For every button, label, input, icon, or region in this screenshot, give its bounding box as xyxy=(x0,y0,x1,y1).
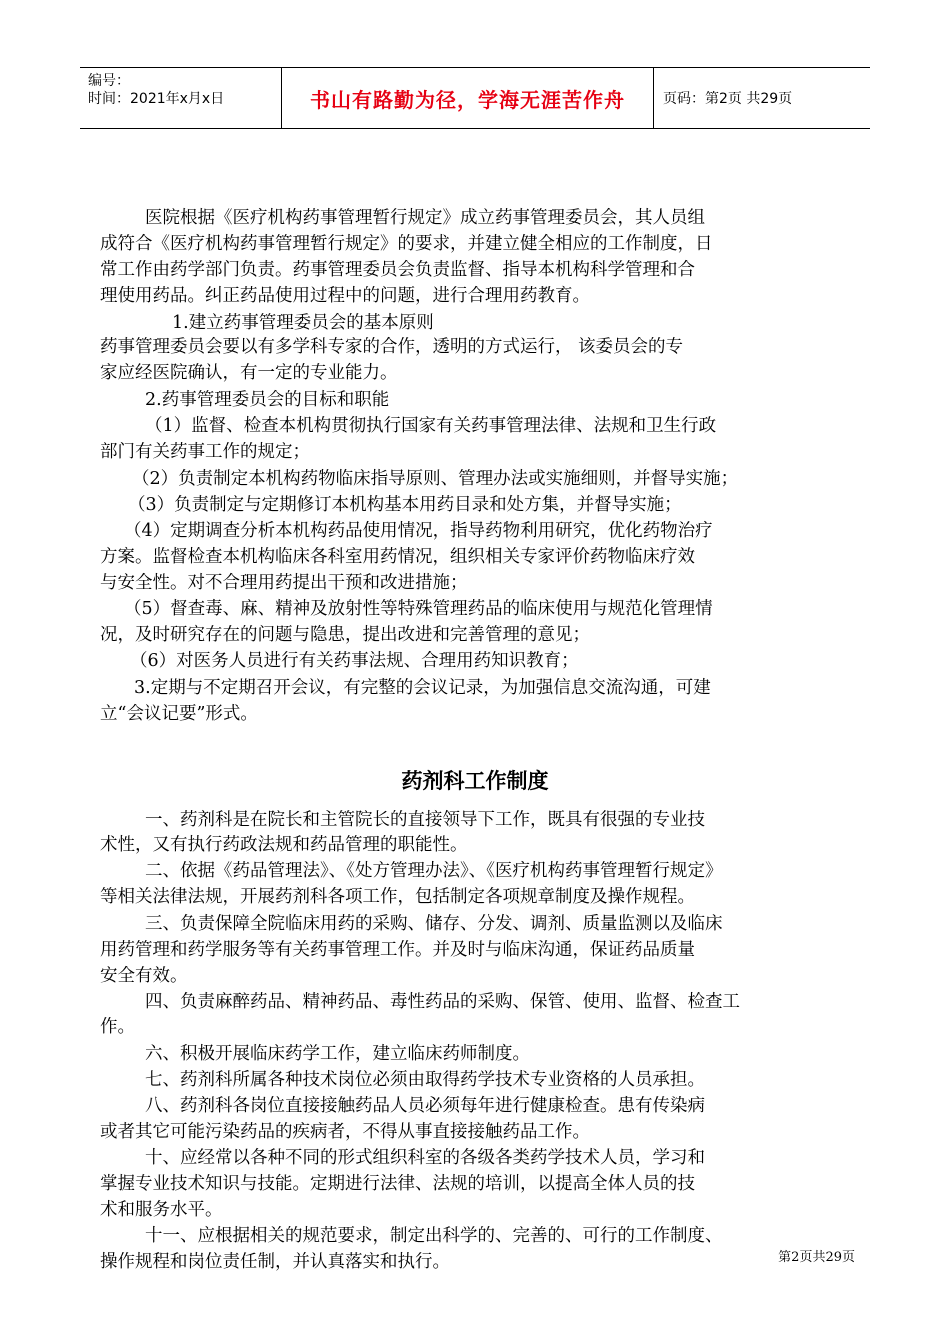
paragraph-line: 方案。监督检查本机构临床各科室用药情况，组织相关专家评价药物临床疗效 xyxy=(100,547,695,567)
section-title: 药剂科工作制度 xyxy=(401,769,549,793)
paragraph-line: 与安全性。对不合理用药提出干预和改进措施； xyxy=(100,573,468,593)
paragraph-line: 3.定期与不定期召开会议，有完整的会议记录，为加强信息交流沟通，可建 xyxy=(134,678,711,698)
paragraph-line: （1）监督、检查本机构贯彻执行国家有关药事管理法律、法规和卫生行政 xyxy=(145,416,717,436)
header-motto: 书山有路勤为径，学海无涯苦作舟 xyxy=(310,87,625,112)
paragraph-line: 或者其它可能污染药品的疾病者，不得从事直接接触药品工作。 xyxy=(100,1122,590,1142)
paragraph-line: 术性，又有执行药政法规和药品管理的职能性。 xyxy=(100,835,468,855)
paragraph-line: 六、积极开展临床药学工作，建立临床药师制度。 xyxy=(145,1044,530,1064)
paragraph-line: 掌握专业技术知识与技能。定期进行法律、法规的培训，以提高全体人员的技 xyxy=(100,1174,695,1194)
paragraph-line: 用药管理和药学服务等有关药事管理工作。并及时与临床沟通，保证药品质量 xyxy=(100,940,695,960)
paragraph-line: 家应经医院确认，有一定的专业能力。 xyxy=(100,363,398,383)
document-date-label: 时间：2021年x月x日 xyxy=(88,91,225,107)
document-number-label: 编号： xyxy=(88,73,130,89)
header-page-number: 页码：第2页 共29页 xyxy=(663,91,793,107)
paragraph-line: 三、负责保障全院临床用药的采购、储存、分发、调剂、质量监测以及临床 xyxy=(145,914,723,934)
paragraph-line: （4）定期调查分析本机构药品使用情况，指导药物利用研究，优化药物治疗 xyxy=(124,521,713,541)
paragraph-line: 七、药剂科所属各种技术岗位必须由取得药学技术专业资格的人员承担。 xyxy=(145,1070,705,1090)
paragraph-line: 二、依据《药品管理法》、《处方管理办法》、《医疗机构药事管理暂行规定》 xyxy=(145,861,723,881)
paragraph-line: （5）督查毒、麻、精神及放射性等特殊管理药品的临床使用与规范化管理情 xyxy=(124,599,713,619)
paragraph-line: 安全有效。 xyxy=(100,966,188,986)
paragraph-line: 四、负责麻醉药品、精神药品、毒性药品的采购、保管、使用、监督、检查工 xyxy=(145,992,740,1012)
paragraph-line: 理使用药品。纠正药品使用过程中的问题，进行合理用药教育。 xyxy=(100,286,590,306)
paragraph-line: 十、应经常以各种不同的形式组织科室的各级各类药学技术人员，学习和 xyxy=(145,1148,705,1168)
paragraph-line: 八、药剂科各岗位直接接触药品人员必须每年进行健康检查。患有传染病 xyxy=(145,1096,705,1116)
paragraph-line: 十一、应根据相关的规范要求，制定出科学的、完善的、可行的工作制度、 xyxy=(145,1226,723,1246)
paragraph-line: 药事管理委员会要以有多学科专家的合作，透明的方式运行， 该委员会的专 xyxy=(100,337,684,357)
paragraph-line: 2.药事管理委员会的目标和职能 xyxy=(145,390,390,410)
paragraph-line: 等相关法律法规，开展药剂科各项工作，包括制定各项规章制度及操作规程。 xyxy=(100,887,695,907)
paragraph-line: 立“会议记要”形式。 xyxy=(100,704,258,724)
paragraph-line: 作。 xyxy=(100,1017,135,1037)
paragraph-line: 一、药剂科是在院长和主管院长的直接领导下工作，既具有很强的专业技 xyxy=(145,810,705,830)
header-motto-cell xyxy=(281,68,654,128)
page-header xyxy=(80,67,870,129)
paragraph-line: 1.建立药事管理委员会的基本原则 xyxy=(172,313,434,333)
paragraph-line: （3）负责制定与定期修订本机构基本用药目录和处方集，并督导实施； xyxy=(128,495,682,515)
paragraph-line: 常工作由药学部门负责。药事管理委员会负责监督、指导本机构科学管理和合 xyxy=(100,260,695,280)
page-footer-number: 第2页共29页 xyxy=(778,1250,855,1265)
header-info xyxy=(80,68,280,128)
paragraph-line: 术和服务水平。 xyxy=(100,1200,223,1220)
paragraph-line: 操作规程和岗位责任制，并认真落实和执行。 xyxy=(100,1252,450,1272)
paragraph-line: 部门有关药事工作的规定； xyxy=(100,442,310,462)
paragraph-line: （2）负责制定本机构药物临床指导原则、管理办法或实施细则，并督导实施； xyxy=(132,469,739,489)
paragraph-line: 成符合《医疗机构药事管理暂行规定》的要求，并建立健全相应的工作制度，日 xyxy=(100,234,713,254)
header-page-cell xyxy=(653,68,870,128)
paragraph-line: 况，及时研究存在的问题与隐患，提出改进和完善管理的意见； xyxy=(100,625,590,645)
paragraph-line: 医院根据《医疗机构药事管理暂行规定》成立药事管理委员会，其人员组 xyxy=(145,208,705,228)
paragraph-line: （6）对医务人员进行有关药事法规、合理用药知识教育； xyxy=(130,651,579,671)
